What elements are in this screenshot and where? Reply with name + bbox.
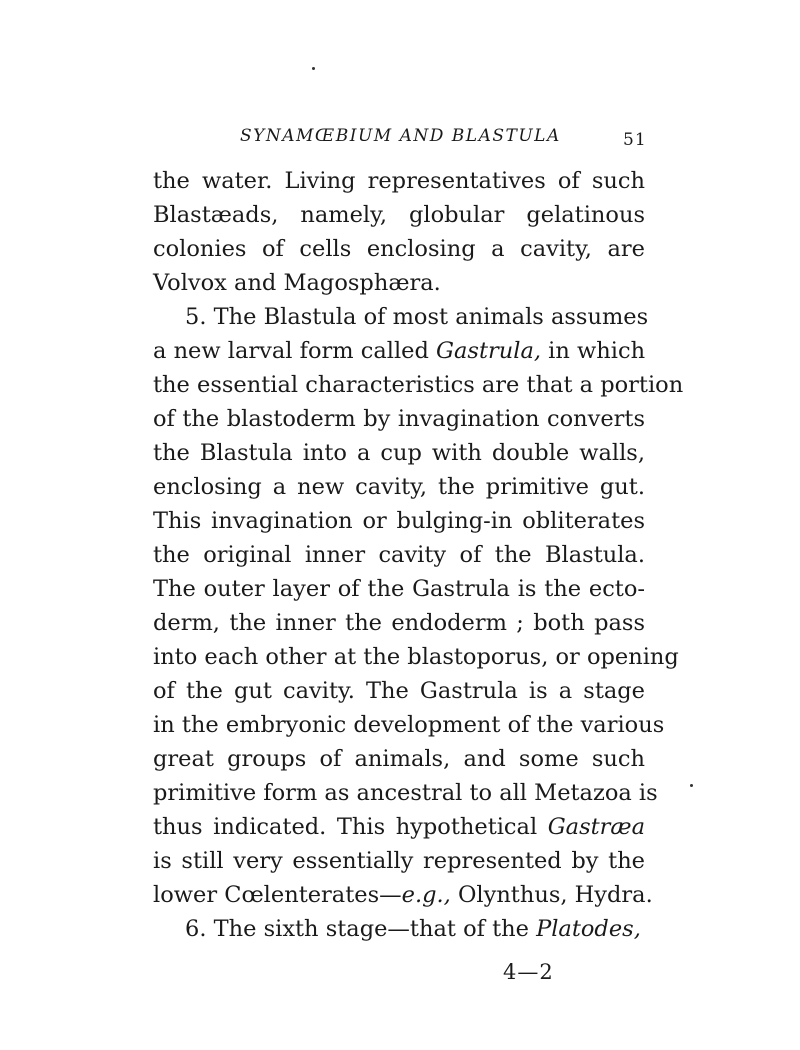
- page-number: 51: [623, 130, 647, 150]
- text-line: a new larval form called Gastrula, in which: [153, 338, 646, 364]
- text-line: of the blastoderm by invagination converts: [153, 406, 645, 432]
- text-line: great groups of animals, and some such: [153, 746, 645, 772]
- text-line: thus indicated. This hypothetical Gastræa: [153, 814, 645, 840]
- text-line: is still very essentially represented by the: [153, 848, 645, 874]
- paragraph-start-line: 6. The sixth stage—that of the Platodes,: [185, 916, 641, 942]
- running-head: SYNAMŒBIUM AND BLASTULA: [240, 126, 561, 146]
- print-speck: [312, 67, 315, 70]
- text-line: lower Cœlenterates—e.g., Olynthus, Hydra.: [153, 882, 653, 908]
- text-line: into each other at the blastoporus, or opening: [153, 644, 679, 670]
- text-line: Blastæads, namely, globular gelatinous: [153, 202, 645, 228]
- text-line: This invagination or bulging-in obliterates: [153, 508, 645, 534]
- print-speck: [690, 784, 693, 787]
- text-line: the Blastula into a cup with double walls,: [153, 440, 645, 466]
- text-line: The outer layer of the Gastrula is the ecto-: [153, 576, 645, 602]
- paragraph-start-line: 5. The Blastula of most animals assumes: [185, 304, 649, 330]
- text-line: primitive form as ancestral to all Metazoa is: [153, 780, 658, 806]
- text-line: Volvox and Magosphæra.: [153, 270, 441, 296]
- body-text: [153, 164, 684, 946]
- text-line: colonies of cells enclosing a cavity, are: [153, 236, 645, 262]
- text-line: the original inner cavity of the Blastula.: [153, 542, 645, 568]
- signature-mark: 4—2: [503, 960, 554, 984]
- text-line: of the gut cavity. The Gastrula is a stage: [153, 678, 645, 704]
- text-line: the water. Living representatives of such: [153, 168, 645, 194]
- text-line: enclosing a new cavity, the primitive gut.: [153, 474, 645, 500]
- text-line: the essential characteristics are that a portion: [153, 372, 684, 398]
- text-line: in the embryonic development of the various: [153, 712, 665, 738]
- text-line: derm, the inner the endoderm ; both pass: [153, 610, 645, 636]
